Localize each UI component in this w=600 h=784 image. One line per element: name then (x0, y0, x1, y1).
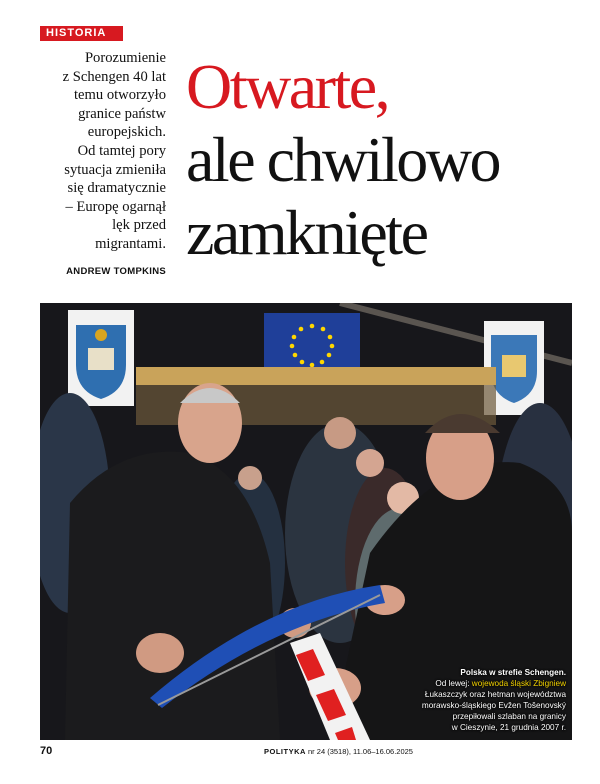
caption-line: Łukaszczyk oraz hetman województwa (424, 690, 566, 699)
caption-line: w Cieszynie, 21 grudnia 2007 r. (451, 723, 566, 732)
author-byline: ANDREW TOMPKINS (66, 266, 166, 277)
caption-highlight: wojewoda śląski Zbigniew (471, 679, 566, 688)
article-photo (40, 303, 572, 740)
caption-line: przepiłowali szlaban na granicy (452, 712, 566, 721)
lede-line: granice państw (78, 105, 166, 122)
article-lede (40, 49, 166, 254)
border-shelter-canopy (136, 367, 496, 385)
section-tag: HISTORIA (40, 26, 123, 41)
lede-line: Porozumienie (84, 50, 166, 66)
page-number: 70 (40, 745, 53, 757)
issue-details: nr 24 (3518), 11.06–16.06.2025 (308, 747, 413, 756)
lede-line: – Europę ogarnął (65, 198, 166, 215)
caption-title: Polska w strefie Schengen. (460, 668, 566, 677)
headline-line-3: zamknięte (186, 197, 427, 268)
lede-line: lęk przed (112, 217, 166, 234)
headline-line-2: ale chwilowo (186, 124, 499, 195)
caption-line: morawsko-śląskiego Evžen Tošenovský (421, 701, 566, 710)
magazine-name: POLITYKA (264, 747, 306, 756)
lede-line: sytuacja zmieniła (64, 161, 166, 178)
photo-caption (366, 667, 566, 733)
lede-line: temu otworzyło (73, 87, 166, 104)
lede-line: migrantami. (95, 235, 166, 252)
footer-issue-info (264, 747, 413, 756)
headline-line-1: Otwarte, (186, 51, 389, 122)
lede-line: z Schengen 40 lat (62, 68, 166, 85)
eagle-shape (95, 329, 107, 341)
caption-intro: Od lewej: (435, 679, 470, 688)
castle-shape (88, 348, 114, 370)
headline (186, 50, 596, 269)
lede-line: europejskich. (87, 124, 166, 141)
lede-line: się dramatycznie (67, 180, 166, 197)
castle-shape (502, 355, 526, 377)
lede-line: Od tamtej pory (77, 142, 166, 159)
